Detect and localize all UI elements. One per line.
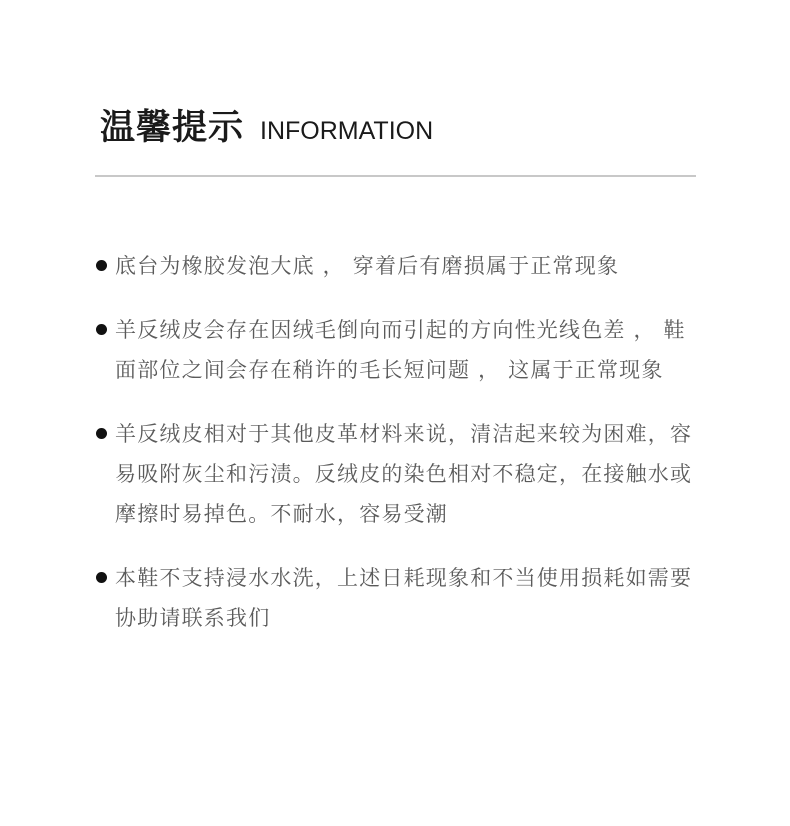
note-text: 底台为橡胶发泡大底 ， 穿着后有磨损属于正常现象 (115, 254, 620, 278)
list-item (96, 414, 706, 534)
note-text: 羊反绒皮会存在因绒毛倒向而引起的方向性光线色差 ， 鞋面部位之间会存在稍许的毛长短问题 ， 这属于正常现象 (115, 318, 686, 382)
bullet-icon (96, 572, 107, 583)
bullet-icon (96, 324, 107, 335)
list-item (96, 310, 706, 390)
divider (95, 175, 696, 177)
page-title: 温馨提示 (100, 108, 245, 148)
bullet-icon (96, 428, 107, 439)
note-text: 本鞋不支持浸水水洗，上述日耗现象和不当使用损耗如需要协助请联系我们 (115, 566, 693, 630)
bullet-icon (96, 260, 107, 271)
list-item (96, 558, 706, 638)
list-item (96, 246, 706, 286)
notes-list (96, 246, 706, 662)
header (100, 100, 433, 150)
note-text: 羊反绒皮相对于其他皮革材料来说，清洁起来较为困难，容易吸附灰尘和污渍。反绒皮的染色相对不稳定，在接触水或摩擦时易掉色。不耐水，容易受潮 (115, 422, 693, 526)
page-subtitle: INFORMATION (260, 117, 434, 145)
